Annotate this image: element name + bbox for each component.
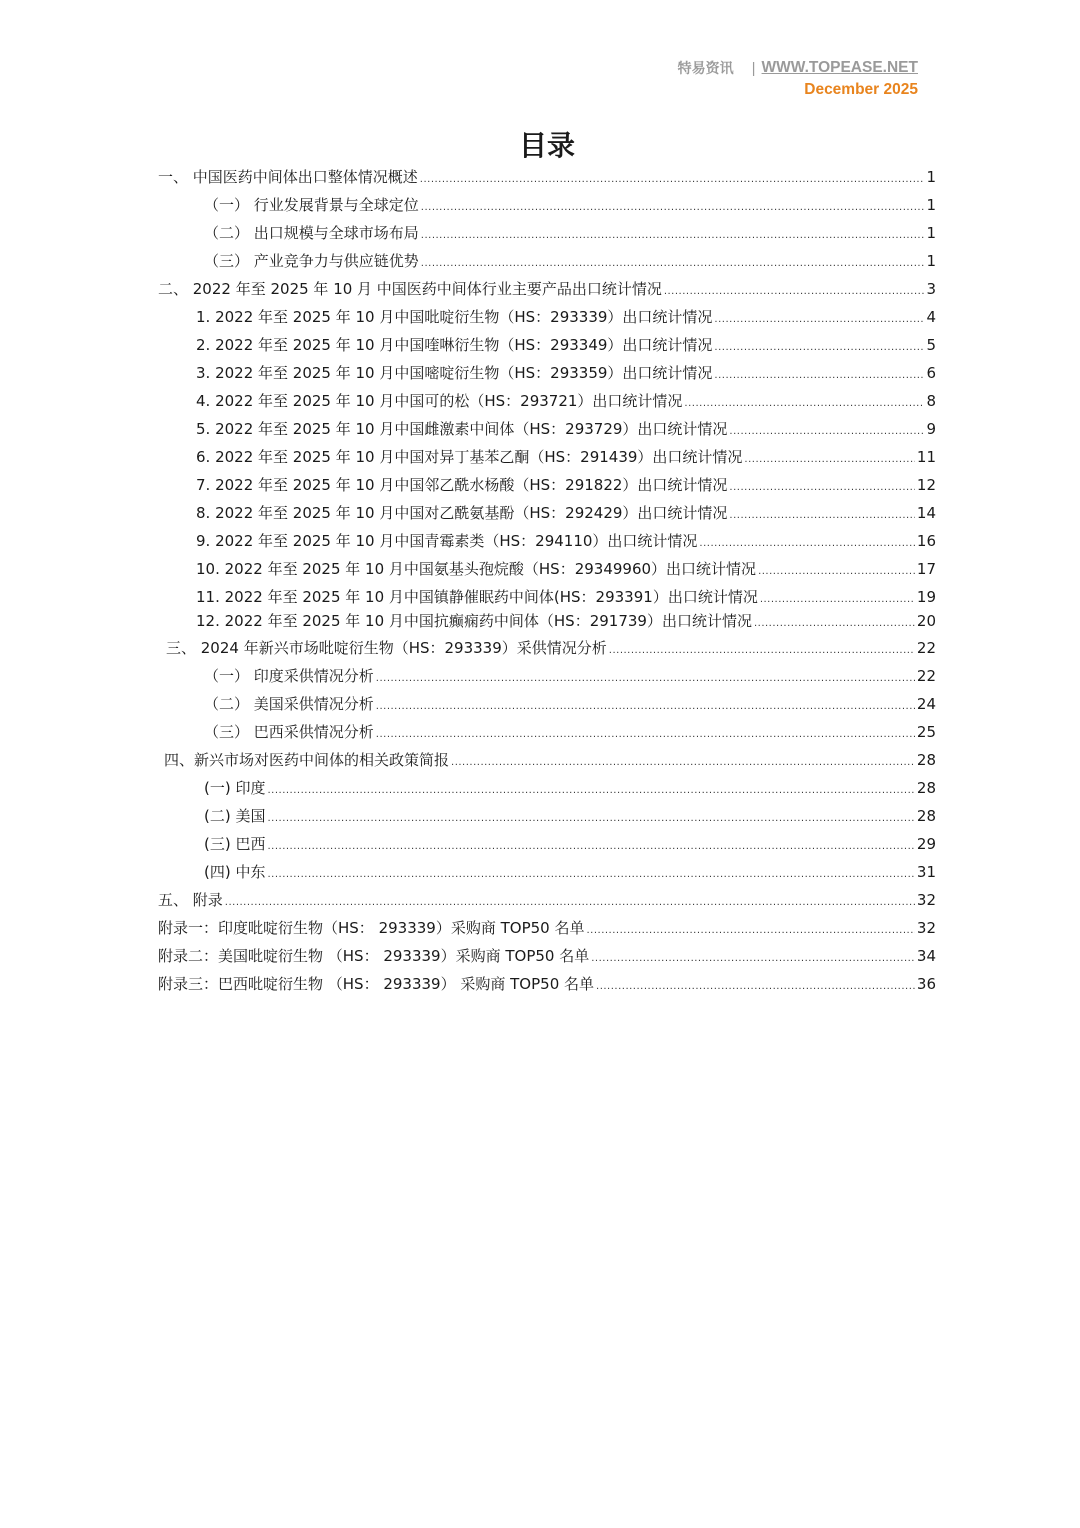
toc-entry[interactable] [158,916,936,940]
toc-entry[interactable] [158,944,936,968]
toc-entry-text: 三、 2024 年新兴市场吡啶衍生物（HS：293339）采供情况分析 [166,639,607,657]
toc-entry-text: 8. 2022 年至 2025 年 10 月中国对乙酰氨基酚（HS：292429）出口统计情况 [196,504,728,522]
toc-dot-leader [586,919,914,943]
toc-entry-text: （三） 巴西采供情况分析 [204,723,374,741]
report-date: December 2025 [804,81,918,98]
toc-page-number: 1 [926,252,936,270]
toc-page-number: 16 [916,532,936,550]
toc-entry-text: （三） 产业竞争力与供应链优势 [204,252,419,270]
toc-entry-text: 四、新兴市场对医药中间体的相关政策简报 [164,751,450,769]
toc-page-number: 1 [926,196,936,214]
toc-entry-text: 10. 2022 年至 2025 年 10 月中国氨基头孢烷酸（HS：29349960）出口统计情况 [196,560,757,578]
toc-page-number: 1 [926,224,936,242]
toc-entry-text: 附录三：巴西吡啶衍生物 （HS： 293339） 采购商 TOP50 名单 [158,975,595,993]
toc-entry-text: 附录一：印度吡啶衍生物（HS： 293339）采购商 TOP50 名单 [158,919,585,937]
toc-page-number: 32 [916,919,936,937]
toc-page-number: 36 [916,975,936,993]
toc-entry-text: 2. 2022 年至 2025 年 10 月中国喹啉衍生物（HS：293349）出口统计情况 [196,336,713,354]
toc-entry[interactable] [158,972,936,996]
toc-dot-leader [225,891,915,915]
toc-entry[interactable] [204,221,936,245]
toc-entry[interactable] [196,501,936,525]
toc-entry-text: 1. 2022 年至 2025 年 10 月中国吡啶衍生物（HS：293339）出口统计情况 [196,308,713,326]
toc-dot-leader [609,639,915,663]
toc-dot-leader [267,835,914,859]
toc-entry[interactable] [204,249,936,273]
toc-entry-text: 11. 2022 年至 2025 年 10 月中国镇静催眠药中间体(HS：293391）出口统计情况 [196,588,758,606]
toc-entry-text: 12. 2022 年至 2025 年 10 月中国抗癫痫药中间体（HS：291739）出口统计情况 [196,612,752,630]
toc-entry[interactable] [164,748,936,772]
toc-entry-text: （一） 行业发展背景与全球定位 [204,196,419,214]
toc-entry[interactable] [158,888,936,912]
toc-entry[interactable] [158,165,936,189]
toc-dot-leader [596,975,915,999]
brand-name: 特易资讯 [677,61,734,77]
toc-entry[interactable] [204,804,936,828]
toc-entry[interactable] [158,277,936,301]
toc-page-number: 4 [926,308,936,326]
toc-page-number: 9 [926,420,936,438]
toc-dot-leader [714,364,924,388]
toc-dot-leader [684,392,924,416]
toc-page-number: 28 [916,751,936,769]
toc-page-number: 5 [926,336,936,354]
toc-dot-leader [267,807,914,831]
toc-page-number: 12 [916,476,936,494]
toc-page-number: 28 [916,779,936,797]
brand-url-link[interactable]: WWW.TOPEASE.NET [761,59,918,76]
toc-dot-leader [744,448,914,472]
toc-entry-text: 附录二：美国吡啶衍生物 （HS： 293339）采购商 TOP50 名单 [158,947,590,965]
toc-dot-leader [729,504,914,528]
toc-dot-leader [376,723,915,747]
toc-entry[interactable] [196,305,936,329]
toc-page-number: 34 [916,947,936,965]
toc-dot-leader [421,196,925,220]
toc-entry-text: 5. 2022 年至 2025 年 10 月中国雌激素中间体（HS：293729）出口统计情况 [196,420,728,438]
toc-dot-leader [421,224,925,248]
toc-entry[interactable] [196,361,936,385]
toc-entry-text: 6. 2022 年至 2025 年 10 月中国对异丁基苯乙酮（HS：291439）出口统计情况 [196,448,743,466]
toc-dot-leader [376,695,915,719]
toc-entry[interactable] [196,473,936,497]
toc-entry[interactable] [196,333,936,357]
toc-page-number: 3 [926,280,936,298]
toc-entry[interactable] [196,557,936,581]
toc-page-number: 1 [926,168,936,186]
brand-separator: | [751,59,756,77]
toc-entry-text: （一） 印度采供情况分析 [204,667,374,685]
toc-dot-leader [420,168,925,192]
toc-dot-leader [421,252,925,276]
toc-entry[interactable] [204,720,936,744]
toc-page-number: 6 [926,364,936,382]
toc-page-number: 29 [916,835,936,853]
toc-page-number: 28 [916,807,936,825]
toc-page-number: 24 [916,695,936,713]
toc-dot-leader [714,308,924,332]
toc-entry[interactable] [204,193,936,217]
toc-entry[interactable] [196,609,936,633]
toc-entry[interactable] [204,832,936,856]
toc-entry-text: 7. 2022 年至 2025 年 10 月中国邻乙酰水杨酸（HS：291822）出口统计情况 [196,476,728,494]
toc-entry[interactable] [204,776,936,800]
toc-dot-leader [754,612,915,636]
toc-entry[interactable] [196,445,936,469]
toc-entry-text: (一) 印度 [204,779,266,797]
toc-entry[interactable] [196,585,936,609]
toc-dot-leader [714,336,924,360]
toc-entry-text: （二） 出口规模与全球市场布局 [204,224,419,242]
toc-dot-leader [267,779,914,803]
toc-page-number: 31 [916,863,936,881]
toc-dot-leader [451,751,915,775]
toc-entry-text: 4. 2022 年至 2025 年 10 月中国可的松（HS：293721）出口统计情况 [196,392,683,410]
toc-entry[interactable] [204,860,936,884]
toc-page-number: 14 [916,504,936,522]
toc-entry[interactable] [204,664,936,688]
toc-dot-leader [729,476,914,500]
toc-page-number: 11 [916,448,936,466]
toc-entry-text: (二) 美国 [204,807,266,825]
toc-page-number: 22 [916,639,936,657]
toc-entry[interactable] [196,389,936,413]
toc-page-number: 17 [916,560,936,578]
toc-entry-text: (三) 巴西 [204,835,266,853]
toc-page-number: 32 [916,891,936,909]
toc-entry-text: 9. 2022 年至 2025 年 10 月中国青霉素类（HS：294110）出口统计情况 [196,532,698,550]
toc-entry-text: 3. 2022 年至 2025 年 10 月中国嘧啶衍生物（HS：293359）出口统计情况 [196,364,713,382]
toc-dot-leader [267,863,914,887]
toc-dot-leader [376,667,915,691]
toc-title: 目录 [518,129,575,162]
toc-page-number: 22 [916,667,936,685]
toc-entry-text: （二） 美国采供情况分析 [204,695,374,713]
toc-dot-leader [729,420,924,444]
toc-entry[interactable] [204,692,936,716]
toc-entry-text: 一、 中国医药中间体出口整体情况概述 [158,168,418,186]
toc-page-number: 20 [916,612,936,630]
toc-entry-text: 五、 附录 [158,891,223,909]
toc-page-number: 19 [916,588,936,606]
toc-dot-leader [664,280,925,304]
toc-entry[interactable] [196,529,936,553]
toc-dot-leader [591,947,915,971]
toc-entry-text: (四) 中东 [204,863,266,881]
toc-entry[interactable] [196,417,936,441]
toc-entry[interactable] [166,636,936,660]
toc-page-number: 8 [926,392,936,410]
toc-entry-text: 二、 2022 年至 2025 年 10 月 中国医药中间体行业主要产品出口统计情况 [158,280,662,298]
toc-dot-leader [758,560,915,584]
toc-page-number: 25 [916,723,936,741]
toc-dot-leader [699,532,914,556]
